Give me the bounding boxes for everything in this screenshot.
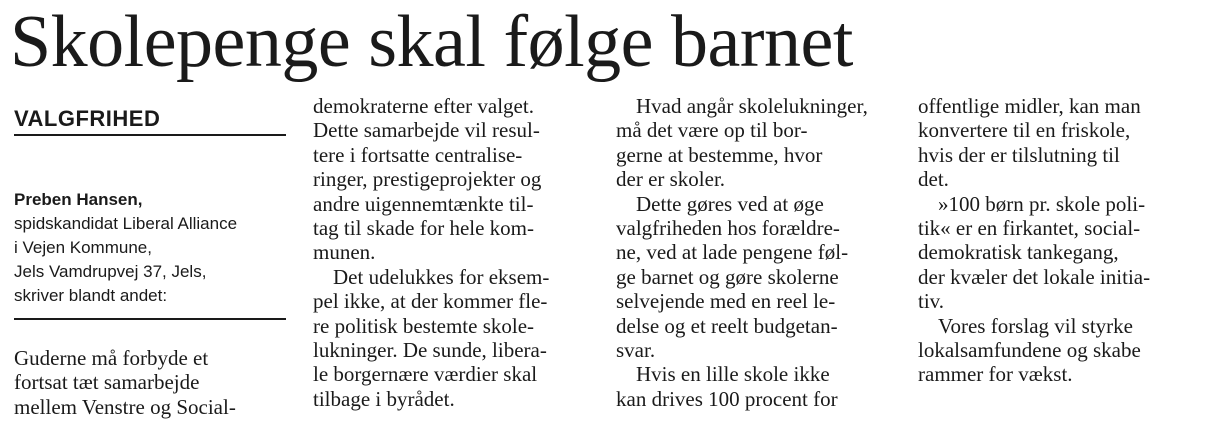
text-line: re politisk bestemte skole- — [313, 313, 535, 338]
text-line: demokratisk tankegang, — [918, 240, 1119, 265]
text-line: tilbage i byrådet. — [313, 386, 455, 411]
text-line: delse og et reelt budgetan- — [616, 313, 838, 338]
text-line: tere i fortsatte centralise- — [313, 142, 523, 167]
text-line: tiv. — [918, 289, 945, 314]
text-line: offentlige midler, kan man — [918, 94, 1141, 118]
text-line: rammer for vækst. — [918, 362, 1073, 387]
text-line: demokraterne efter valget. — [313, 94, 534, 118]
text-line: ringer, prestigeprojekter og — [313, 167, 542, 192]
text-line: le borgernære værdier skal — [313, 362, 538, 387]
text-line: der kvæler det lokale initia- — [918, 264, 1151, 289]
article-column-4 — [918, 94, 1200, 387]
text-line: Hvad angår skolelukninger, — [636, 94, 868, 118]
text-line: ne, ved at lade pengene føl- — [616, 240, 849, 265]
text-line: Vores forslag vil styrke — [938, 313, 1133, 338]
body-text — [14, 346, 286, 419]
section-label: VALGFRIHED — [14, 106, 286, 136]
text-line: gerne at bestemme, hvor — [616, 142, 823, 167]
text-line: kan drives 100 procent for — [616, 386, 838, 411]
text-line: konvertere til en friskole, — [918, 118, 1131, 143]
article-column-3 — [616, 94, 906, 411]
text-line: Hvis en lille skole ikke — [636, 362, 830, 387]
text-line: tag til skade for hele kom- — [313, 216, 535, 241]
text-line: der er skoler. — [616, 167, 726, 192]
text-line: hvis der er tilslutning til — [918, 142, 1120, 167]
text-line: selvejende med en reel le- — [616, 289, 836, 314]
text-line: svar. — [616, 338, 656, 363]
text-line: fortsat tæt samarbejde — [14, 370, 200, 395]
text-line: lokalsamfundene og skabe — [918, 338, 1141, 363]
text-line: Dette gøres ved at øge — [636, 191, 824, 216]
text-line: må det være op til bor- — [616, 118, 808, 143]
text-line: pel ikke, at der kommer fle- — [313, 289, 548, 314]
article-column-1 — [14, 94, 286, 419]
text-line: munen. — [313, 240, 376, 265]
author-address: Jels Vamdrupvej 37, Jels, — [14, 262, 207, 281]
headline: Skolepenge skal følge barnet — [10, 1, 853, 83]
author-title: spidskandidat Liberal Alliance — [14, 214, 238, 233]
text-line: andre uigennemtænkte til- — [313, 191, 534, 216]
author-name: Preben Hansen, — [14, 190, 143, 209]
byline-intro: skriver blandt andet: — [14, 286, 168, 305]
text-line: Det udelukkes for eksem- — [333, 264, 550, 289]
text-line: Guderne må forbyde et — [14, 346, 209, 370]
text-line: valgfriheden hos forældre- — [616, 216, 840, 241]
text-line: det. — [918, 167, 949, 192]
text-line: lukninger. De sunde, libera- — [313, 338, 547, 363]
text-line: »100 børn pr. skole poli- — [938, 191, 1146, 216]
text-line: ge barnet og gøre skolerne — [616, 264, 839, 289]
author-municipality: i Vejen Kommune, — [14, 238, 152, 257]
byline — [14, 188, 286, 320]
text-line: tik« er en firkantet, social- — [918, 216, 1141, 241]
text-line: mellem Venstre og Social- — [14, 394, 236, 419]
text-line: Dette samarbejde vil resul- — [313, 118, 540, 143]
article-column-2 — [313, 94, 603, 411]
